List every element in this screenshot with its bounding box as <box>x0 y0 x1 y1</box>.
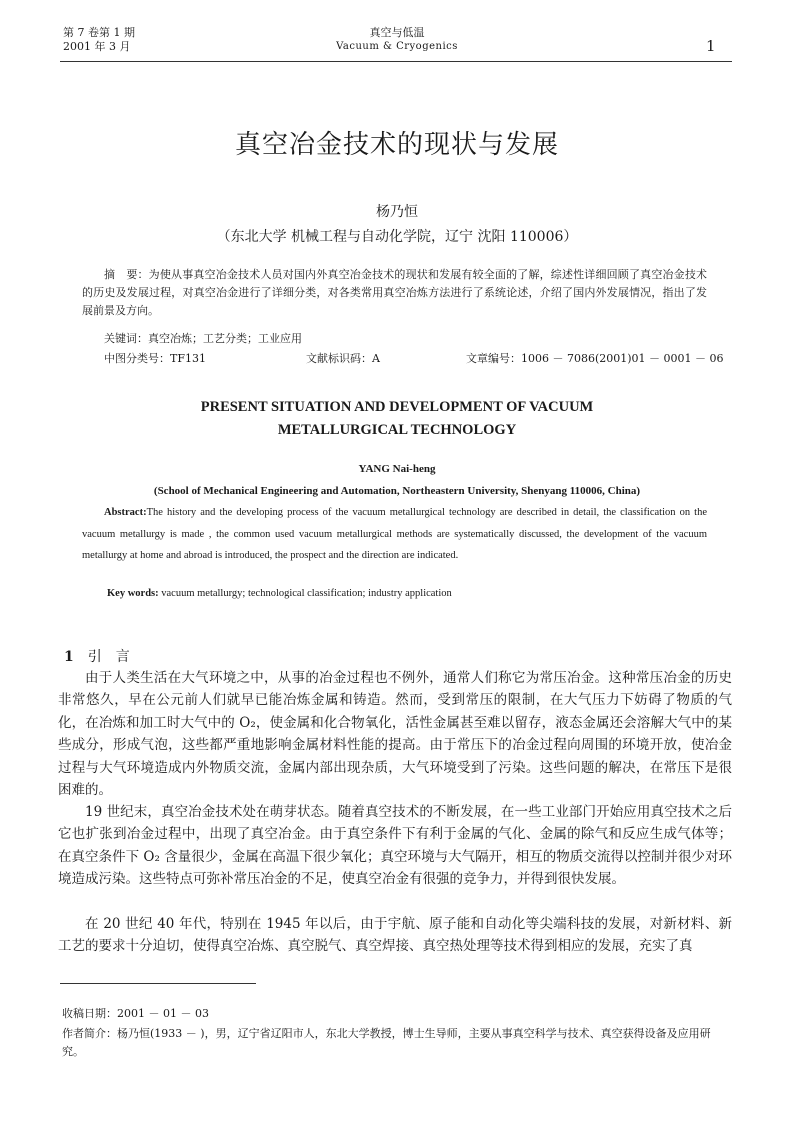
keywords-label: Key words: <box>107 588 159 599</box>
journal-name-cn: 真空与低温 <box>369 26 425 39</box>
body-paragraph-3: 在 20 世纪 40 年代，特别在 1945 年以后，由于宇航、原子能和自动化等尖端科技的发展，对新材料、新工艺的要求十分迫切，使得真空冶炼、真空脱气、真空焊接、真空热处理等技术得到相应的发展，充实了真 <box>58 916 732 955</box>
english-title-line1: PRESENT SITUATION AND DEVELOPMENT OF VACUUM <box>200 399 594 415</box>
footnote-author-bio: 作者简介：杨乃恒(1933 － )，男，辽宁省辽阳市人，东北大学教授，博士生导师，主要从事真空科学与技术、真空获得设备及应用研究。 <box>62 1027 711 1058</box>
english-affiliation: (School of Mechanical Engineering and Automation, Northeastern University, Shenyang 110006, China) <box>153 485 641 497</box>
running-header-center <box>0 26 794 54</box>
journal-name-en: Vacuum & Cryogenics <box>336 41 458 52</box>
english-title <box>0 396 794 442</box>
clc-number: 中图分类号：TF131 <box>104 352 206 365</box>
abstract-label: Abstract: <box>104 507 147 518</box>
abstract-cn: 摘 要：为使从事真空冶金技术人员对国内外真空冶金技术的现状和发展有较全面的了解，综述性详细回顾了真空冶金技术的历史及发展过程，对真空冶金进行了详细分类，对各类常用真空冶炼方法进行了系统论述，介绍了国内外发展情况，指出了发展前景及方向。 <box>82 268 707 317</box>
keywords-cn: 关键词：真空冶炼；工艺分类；工业应用 <box>104 332 302 345</box>
author-affiliation: （东北大学 机械工程与自动化学院，辽宁 沈阳 110006） <box>216 229 578 245</box>
document-code: 文献标识码：A <box>306 352 380 365</box>
issue-date: 2001 年 3 月 <box>63 40 131 53</box>
footnote-received-date: 收稿日期：2001 － 01 － 03 <box>62 1007 209 1020</box>
volume-issue: 第 7 卷第 1 期 <box>63 26 135 39</box>
abstract-text: The history and the developing process of the vacuum metallurgical technology are described in detail, the classification on the vacuum metallurgy is made , the common used vacuum metallurgical methods are systematically discussed, the development of the vacuum metallurgy at home and abroad is introduced, the prospect and the direction are indicated. <box>82 507 707 561</box>
english-title-line2: METALLURGICAL TECHNOLOGY <box>277 422 517 438</box>
paper-title: 真空冶金技术的现状与发展 <box>234 130 559 160</box>
footnote-divider <box>60 983 256 984</box>
body-paragraph-2: 19 世纪末，真空冶金技术处在萌芽状态。随着真空技术的不断发展，在一些工业部门开始应用真空技术之后它也扩张到冶金过程中，出现了真空冶金。由于真空条件下有利于金属的气化、金属的除气和反应生成气体等；在真空条件下 O₂ 含量很少，金属在高温下很少氧化；真空环境与大气隔开，相互的物质交流得以控制并很少对环境造成污染。这些特点可弥补常压冶金的不足，使真空冶金有很强的竞争力，并得到很快发展。 <box>58 804 732 888</box>
english-abstract <box>82 502 707 567</box>
english-author: YANG Nai-heng <box>358 463 436 475</box>
author-name: 杨乃恒 <box>376 204 418 220</box>
section-heading <box>64 646 130 666</box>
body-paragraph-1: 由于人类生活在大气环境之中，从事的冶金过程也不例外，通常人们称它为常压冶金。这种常压冶金的历史非常悠久，早在公元前人们就早已能冶炼金属和铸造。然而，受到常压的限制，在大气压力下妨碍了物质的气化，在冶炼和加工时大气中的 O₂，使金属和化合物氧化，活性金属甚至难以留存，液态金属还会溶解大气中的某些成分，形成气泡，这些都严重地影响金属材料性能的提高。由于常压下的冶金过程向周围的环境开放，使冶金过程与大气环境造成内外物质交流，金属内部出现杂质，大气环境受到了污染。这些问题的解决，在常压下是很困难的。 <box>58 670 732 799</box>
section-title: 引 言 <box>87 649 130 665</box>
keywords-text: vacuum metallurgy; technological classification; industry application <box>158 588 452 599</box>
header-divider <box>60 61 732 62</box>
article-number: 文章编号：1006 － 7086(2001)01 － 0001 － 06 <box>466 352 724 365</box>
section-number: 1 <box>64 649 74 665</box>
page-number: 1 <box>706 37 716 55</box>
english-keywords <box>107 588 452 599</box>
